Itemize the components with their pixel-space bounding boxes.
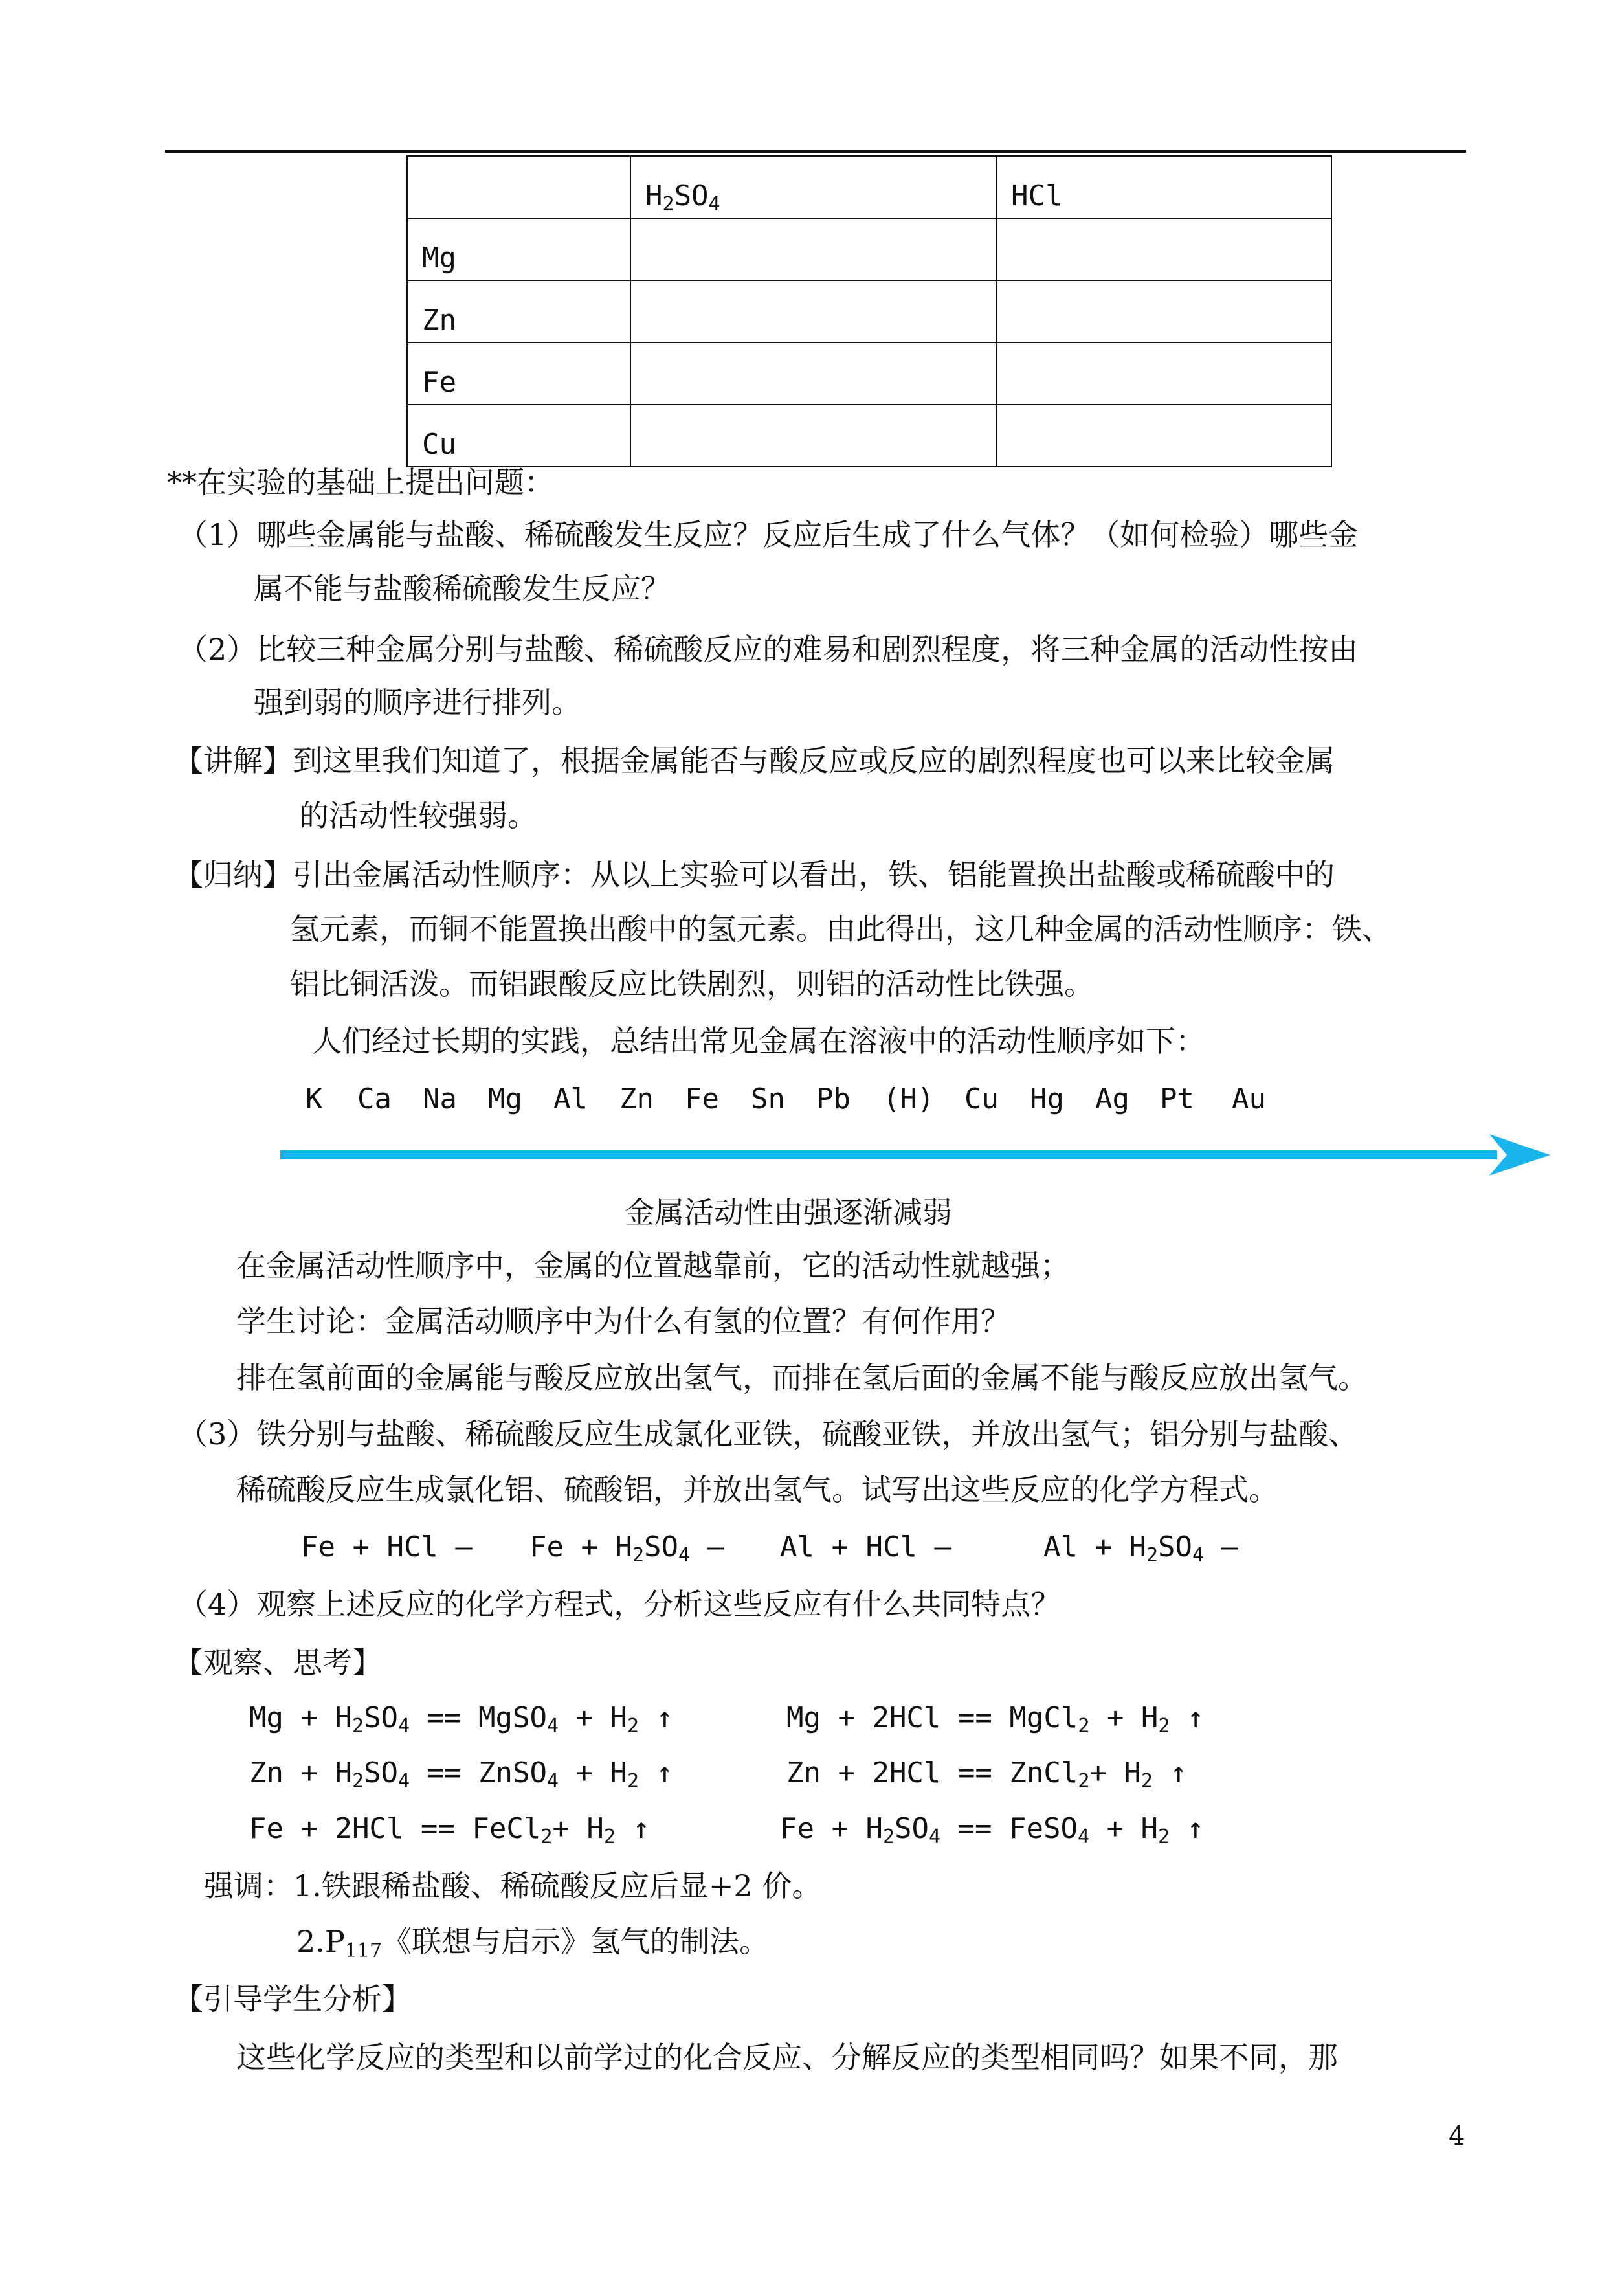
series-item: Pt <box>1160 1082 1194 1115</box>
table-cell <box>407 156 630 218</box>
series-item: Cu <box>964 1082 999 1115</box>
question-heading: **在实验的基础上提出问题： <box>167 465 554 500</box>
series-item: Mg <box>488 1082 522 1115</box>
table-cell-metal: Cu <box>407 405 630 467</box>
table-cell <box>996 218 1331 280</box>
series-item: Al <box>553 1082 588 1115</box>
series-item: K <box>306 1082 323 1115</box>
equation-zn-hcl: Zn + 2HCl == ZnCl$_2$+ $H_2$ ↑ <box>786 1756 1187 1793</box>
observe-think-heading: 【观察、思考】 <box>173 1645 382 1680</box>
table-cell <box>996 342 1331 405</box>
question-4: （4）观察上述反应的化学方程式，分析这些反应有什么共同特点？ <box>178 1587 1061 1622</box>
question-2-line-1: （2）比较三种金属分别与盐酸、稀硫酸反应的难易和剧烈程度，将三种金属的活动性按由 <box>178 632 1359 667</box>
question-3-line-1: （3）铁分别与盐酸、稀硫酸反应生成氯化亚铁，硫酸亚铁，并放出氢气；铝分别与盐酸、 <box>178 1416 1359 1451</box>
table-row <box>407 218 1331 280</box>
table-cell <box>630 342 996 405</box>
summary-line-4: 人们经过长期的实践，总结出常见金属在溶液中的活动性顺序如下： <box>312 1023 1205 1058</box>
activity-decreasing-arrow <box>280 1129 1550 1181</box>
blank-equation-3: Al + HCl — <box>780 1530 951 1563</box>
series-item: Fe <box>685 1082 719 1115</box>
series-item: Zn <box>619 1082 654 1115</box>
paragraph-2: 学生讨论：金属活动顺序中为什么有氢的位置？有何作用？ <box>236 1304 1010 1339</box>
table-cell <box>996 280 1331 342</box>
question-1-line-1: （1）哪些金属能与盐酸、稀硫酸发生反应？反应后生成了什么气体？（如何检验）哪些金 <box>178 517 1359 552</box>
series-item: Ag <box>1095 1082 1129 1115</box>
emphasis-1: 强调：1.铁跟稀盐酸、稀硫酸反应后显+2 价。 <box>204 1868 822 1903</box>
blank-equation-4: $Al + H_2SO_4$ — <box>1043 1530 1239 1567</box>
equation-fe-hcl: Fe + 2HCl == FeCl$_2$+ $H_2$ ↑ <box>249 1812 650 1848</box>
table-cell-metal: Zn <box>407 280 630 342</box>
header-rule <box>165 150 1466 153</box>
equation-mg-hcl: Mg + 2HCl == MgCl$_2$ + $H_2$ ↑ <box>786 1701 1205 1738</box>
table-cell-metal: Fe <box>407 342 630 405</box>
blank-equation-2: $Fe + H_2SO_4$ — <box>529 1530 725 1567</box>
table-cell-metal: Mg <box>407 218 630 280</box>
series-item: Au <box>1232 1082 1266 1115</box>
series-item: Sn <box>751 1082 785 1115</box>
table-cell <box>630 280 996 342</box>
blank-equation-1: Fe + HCl — <box>301 1530 473 1563</box>
acid-metal-table <box>406 155 1332 467</box>
table-row <box>407 405 1331 467</box>
arrow-head <box>1489 1134 1550 1176</box>
paragraph-1: 在金属活动性顺序中，金属的位置越靠前，它的活动性就越强； <box>236 1248 1070 1283</box>
summary-line-1: 【归纳】引出金属活动性顺序：从以上实验可以看出，铁、铝能置换出盐酸或稀硫酸中的 <box>173 857 1335 892</box>
arrow-caption: 金属活动性由强逐渐减弱 <box>625 1195 952 1230</box>
equation-fe-h2so4: $Fe + H_2SO_4$ == FeSO$_4$ + $H_2$ ↑ <box>780 1812 1205 1848</box>
table-header-row <box>407 156 1331 218</box>
guide-analysis-heading: 【引导学生分析】 <box>173 1982 412 2017</box>
arrow-shaft <box>280 1150 1497 1159</box>
table-row <box>407 280 1331 342</box>
summary-line-2: 氢元素，而铜不能置换出酸中的氢元素。由此得出，这几种金属的活动性顺序：铁、 <box>290 912 1392 946</box>
emphasis-2-text: 《联想与启示》氢气的制法。 <box>382 1924 770 1959</box>
equation-mg-h2so4: $Mg + H_2SO_4$ == MgSO$_4$ + $H_2$ ↑ <box>249 1701 674 1738</box>
table-cell <box>630 405 996 467</box>
table-row <box>407 342 1331 405</box>
paragraph-3: 排在氢前面的金属能与酸反应放出氢气，而排在氢后面的金属不能与酸反应放出氢气。 <box>236 1360 1368 1395</box>
table-header-h2so4: $H_2SO_4$ <box>630 156 996 218</box>
table-cell <box>996 405 1331 467</box>
question-3-line-2: 稀硫酸反应生成氯化铝、硫酸铝，并放出氢气。试写出这些反应的化学方程式。 <box>236 1472 1278 1507</box>
equation-zn-h2so4: $Zn + H_2SO_4$ == ZnSO$_4$ + $H_2$ ↑ <box>249 1756 674 1793</box>
explanation-line-2: 的活动性较强弱。 <box>299 798 537 833</box>
question-2-line-2: 强到弱的顺序进行排列。 <box>254 685 581 720</box>
page-ref-subscript: 117 <box>344 1940 383 1962</box>
series-item: Hg <box>1030 1082 1064 1115</box>
last-paragraph: 这些化学反应的类型和以前学过的化合反应、分解反应的类型相同吗？如果不同，那 <box>236 2040 1338 2075</box>
emphasis-2 <box>296 1924 770 1962</box>
question-1-line-2: 属不能与盐酸稀硫酸发生反应？ <box>254 571 671 606</box>
series-item: Ca <box>357 1082 392 1115</box>
table-cell <box>630 218 996 280</box>
table-header-hcl: HCl <box>996 156 1331 218</box>
emphasis-2-prefix: 2.P <box>296 1924 345 1959</box>
series-item: Pb <box>816 1082 851 1115</box>
series-item: Na <box>423 1082 457 1115</box>
summary-line-3: 铝比铜活泼。而铝跟酸反应比铁剧烈，则铝的活动性比铁强。 <box>290 967 1094 1001</box>
series-item: (H) <box>883 1082 935 1115</box>
page-number: 4 <box>1449 2121 1465 2151</box>
explanation-line-1: 【讲解】到这里我们知道了，根据金属能否与酸反应或反应的剧烈程度也可以来比较金属 <box>173 743 1335 778</box>
